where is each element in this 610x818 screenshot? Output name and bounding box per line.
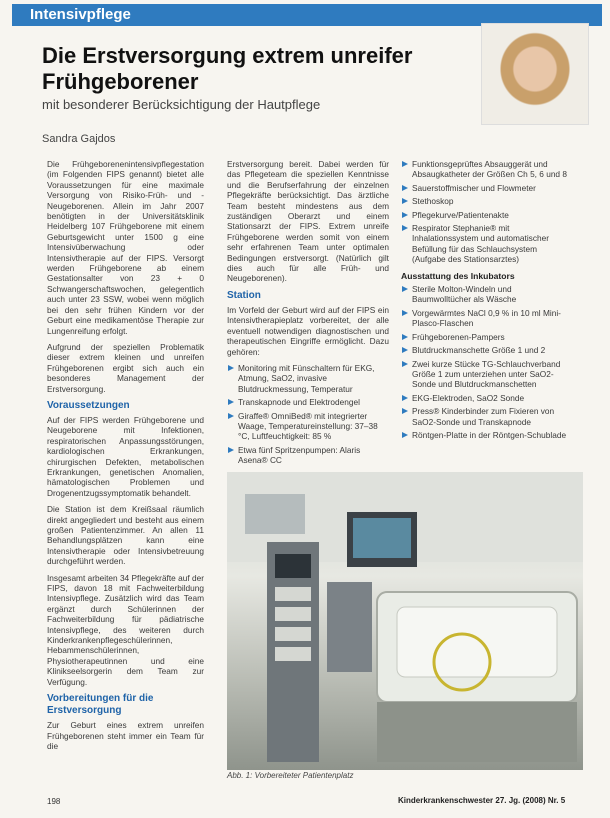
figure-caption: Abb. 1: Vorbereiteter Patientenplatz: [227, 771, 354, 780]
list-item: Monitoring mit Fünschaltern für EKG, Atmung, SaO2, invasive Blutdruckmessung, Temperatur: [227, 363, 389, 394]
list-item: Zwei kurze Stücke TG-Schlauchverband Größe 1 zum unterziehen unter SaO2-Sonde und Blutdruckmanschetten: [401, 359, 569, 390]
heading-vorbereitungen: Vorbereitungen für die Erstversorgung: [47, 693, 154, 717]
paragraph: Die Frühgeborenenintensivpflegestation (im Folgenden FIPS genannt) bietet alle Voraussetzungen für eine maximale Versorgung von Risiko-Früh- und -Neugeborenen. Allein im Jahr 2007 benötigten in der Universitätsklinik Heidelberg 107 Frühgeborene mit einem Geburtsgewicht unter 1500 g eine Intensivüberwachung oder Intensivtherapie auf der FIPS. Versorgt werden Frühgeborene ab einem Gestationsalter von 23 + 0 Schwangerschaftswochen, gelegentlich auch unter 23 SSW, wobei wenn möglich bei den sehr frühen Kindern vor der Geburt eine medikamentöse Therapie zur Lungenreifung erfolgt.: [47, 159, 204, 336]
list-item: Transkapnode und Elektrodengel: [227, 397, 389, 407]
author-name: Sandra Gajdos: [42, 133, 116, 145]
incubator-list: [401, 284, 569, 440]
column-3: [401, 159, 569, 443]
list-item: Press® Kinderbinder zum Fixieren von SaO2-Sonde und Transkapnode: [401, 406, 569, 427]
list-item: Vorgewärmtes NaCl 0,9 % in 10 ml Mini-Plasco-Flaschen: [401, 308, 569, 329]
paragraph: Zur Geburt eines extrem unreifen Frühgeborenen steht immer ein Team für die: [47, 720, 204, 751]
article-subtitle: mit besonderer Berücksichtigung der Hautpflege: [42, 97, 321, 112]
column-2: [227, 159, 389, 469]
journal-reference: Kinderkrankenschwester 27. Jg. (2008) Nr. 5: [398, 796, 566, 805]
list-item: Blutdruckmanschette Größe 1 und 2: [401, 345, 569, 355]
list-item: Respirator Stephanie® mit Inhalationssystem und automatischer Befüllung für das Schlauchsystem (Aufgabe des Stationsarztes): [401, 223, 569, 265]
list-item: Frühgeborenen-Pampers: [401, 332, 569, 342]
list-item: Sterile Molton-Windeln und Baumwolltücher als Wäsche: [401, 284, 569, 305]
photo-illustration: [227, 472, 583, 770]
patient-station-photo: [227, 472, 583, 770]
article-title: Die Erstversorgung extrem unreifer Frühgeborener: [42, 43, 413, 94]
list-item: EKG-Elektroden, SaO2 Sonde: [401, 393, 569, 403]
author-photo: [481, 23, 589, 125]
paragraph: Aufgrund der speziellen Problematik dieser extrem kleinen und unreifen Frühgeborenen ergibt sich auch ein besonderes Management der Erstversorgung.: [47, 341, 204, 394]
list-item: Röntgen-Platte in der Röntgen-Schublade: [401, 430, 569, 440]
equipment-list: [401, 159, 569, 265]
paragraph: Die Station ist dem Kreißsaal räumlich direkt angegliedert und besteht aus einem großen Patientenzimmer. An allen 11 Behandlungsplätzen kann eine Intensivtherapie oder Intensivbetreuung durchgeführt werden.: [47, 504, 204, 567]
column-1: [47, 159, 204, 757]
equipment-list: [227, 363, 389, 466]
paragraph: Auf der FIPS werden Frühgeborene und Neugeborene mit Infektionen, respiratorischen Anpassungsstörungen, kardiologischen Erkrankungen, chirurgischen Defekten, metabolischen Erkrankungen, genetischen Anomalien, hämatologischen Problemen und Drogenentzugssymptomatik behandelt.: [47, 414, 204, 498]
list-item: Giraffe® OmniBed® mit integrierter Waage, Temperatureinstellung: 37–38 °C, Luftfeuchtigkeit: 85 %: [227, 411, 389, 442]
heading-inkubator: Ausstattung des Inkubators: [401, 270, 515, 281]
list-item: Sauerstoffmischer und Flowmeter: [401, 183, 569, 193]
section-header: Intensivpflege: [12, 4, 602, 26]
heading-station: Station: [227, 289, 261, 301]
list-item: Pflegekurve/Patientenakte: [401, 210, 569, 220]
list-item: Stethoskop: [401, 196, 569, 206]
paragraph: Insgesamt arbeiten 34 Pflegekräfte auf der FIPS, davon 18 mit Fachweiterbildung Intensivpflege. Zusätzlich wird das Team ergänzt durch Schülerinnen der Fachweiterbildung für pädiatrische Intensivpflege, des weiteren durch Kinderkrankenpflegeschülerinnen, Hebammenschülerinnen, Physiotherapeutinnen und eine Klinikseelsorgerin dem Team zur Verfügung.: [47, 572, 204, 687]
paragraph: Im Vorfeld der Geburt wird auf der FIPS ein Intensivtherapieplatz vorbereitet, der alle eventuell notwendigen diagnostischen und therapeutischen Eingriffe ermöglicht. Dazu gehören:: [227, 304, 389, 357]
list-item: Etwa fünf Spritzenpumpen: Alaris Asena® CC: [227, 445, 389, 466]
list-item: Funktionsgeprüftes Absauggerät und Absaugkatheter der Größen Ch 5, 6 und 8: [401, 159, 569, 180]
page-number: 198: [47, 797, 61, 806]
heading-voraussetzungen: Voraussetzungen: [47, 399, 130, 411]
paragraph: Erstversorgung bereit. Dabei werden für das Pflegeteam die speziellen Kenntnisse und die Berufserfahrung der einzelnen Pflegekräfte berücksichtigt. Das ärztliche Team besteht mindestens aus dem zuständigen Oberarzt und einem Stationsarzt der FIPS. Extrem unreife Frühgeborene werden somit von einem sehr erfahrenen Team unter optimalen Bedingungen erstversorgt. (Natürlich gilt dies auch für alle Früh- und Neugeborenen).: [227, 159, 389, 284]
